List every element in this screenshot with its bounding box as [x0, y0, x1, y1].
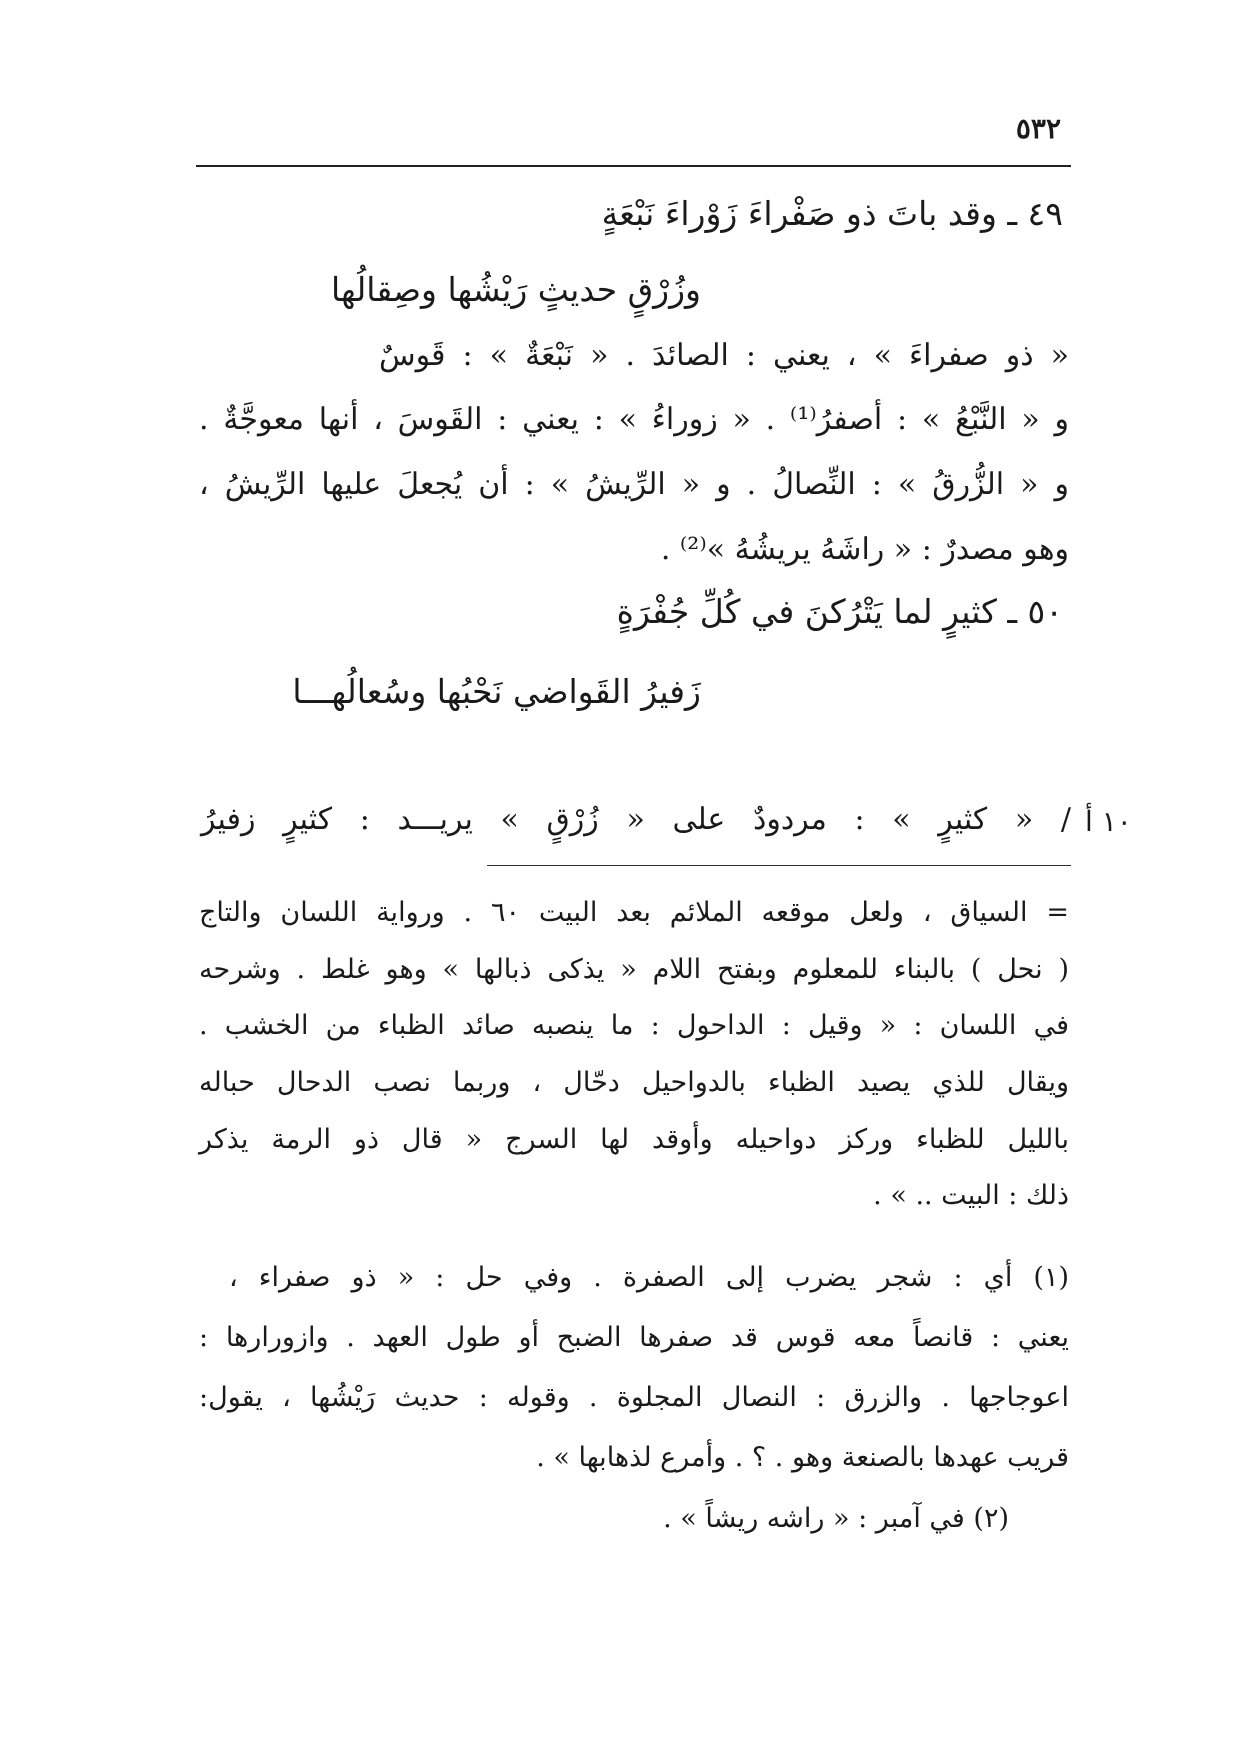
footnote-1-line: (١) أي : شجر يضرب إلى الصفرة . وفي حل : « ذو صفراء ، — [229, 1262, 1069, 1293]
verse-49-second-hemistich: وزُرْقٍ حديثٍ رَيْشُها وصِقالُها — [330, 270, 701, 309]
verse-49-first-hemistich: ٤٩ ـ وقد باتَ ذو صَفْراءَ زَوْراءَ نَبْعَةٍ — [601, 194, 1063, 233]
commentary-49-line: وهو مصدرٌ : « راشَهُ يريشُهُ »⁽²⁾ . — [660, 532, 1069, 567]
footnote-continuation-line: بالليل للظباء وركز دواحيله وأوقد لها السرج « قال ذو الرمة يذكر — [199, 1124, 1069, 1155]
verse-50-second-hemistich: زَفيرُ القَواضي نَحْبُها وسُعالُهـــا — [292, 672, 701, 711]
page-number: ٥٣٢ — [1015, 112, 1061, 145]
commentary-49-line: « ذو صفراءَ » ، يعني : الصائدَ . « نَبْعَةٌ » : قَوسٌ — [379, 338, 1069, 373]
footnote-continuation-line: ( نحل ) بالبناء للمعلوم وبفتح اللام « يذكى ذبالها » وهو غلط . وشرحه — [199, 954, 1069, 985]
footnote-rule — [487, 865, 1071, 866]
footnote-1-line: يعني : قانصاً معه قوس قد صفرها الضبح أو طول العهد . وازورارها : — [199, 1322, 1069, 1353]
footnote-1-line: قريب عهدها بالصنعة وهو . ؟ . وأمرع لذهابها » . — [536, 1442, 1069, 1473]
footnote-continuation-line: ذلك : البيت .. » . — [873, 1180, 1069, 1211]
verse-50-first-hemistich: ٥٠ ـ كثيرٍ لما يَتْرُكنَ في كُلِّ جُفْرَةٍ — [616, 592, 1063, 631]
commentary-50-line: / « كثيرٍ » : مردودٌ على « زُرْقٍ » يريـــد : كثيرٍ زفيرُ — [201, 802, 1071, 837]
header-rule — [196, 165, 1071, 167]
margin-folio-note: ١٠ أ — [1085, 805, 1132, 838]
footnote-1-line: اعوجاجها . والزرق : النصال المجلوة . وقوله : حديث رَيْشُها ، يقول: — [199, 1382, 1069, 1413]
commentary-49-line: و « الزُّرقُ » : النِّصالُ . و « الرِّيشُ » : أن يُجعلَ عليها الرِّيشُ ، — [199, 467, 1069, 502]
footnote-continuation-line: = السياق ، ولعل موقعه الملائم بعد البيت ٦٠ . ورواية اللسان والتاج — [199, 897, 1069, 928]
footnote-2-line: (٢) في آمبر : « راشه ريشاً » . — [663, 1503, 1009, 1534]
commentary-49-line: و « النَّبْعُ » : أصفرُ⁽¹⁾ . « زوراءُ » : يعني : القَوسَ ، أنها معوجَّةٌ . — [199, 402, 1070, 437]
footnote-continuation-line: في اللسان : « وقيل : الداحول : ما ينصبه صائد الظباء من الخشب . — [199, 1010, 1069, 1041]
footnote-continuation-line: ويقال للذي يصيد الظباء بالدواحيل دحّال ، وربما نصب الدحال حباله — [199, 1067, 1069, 1098]
